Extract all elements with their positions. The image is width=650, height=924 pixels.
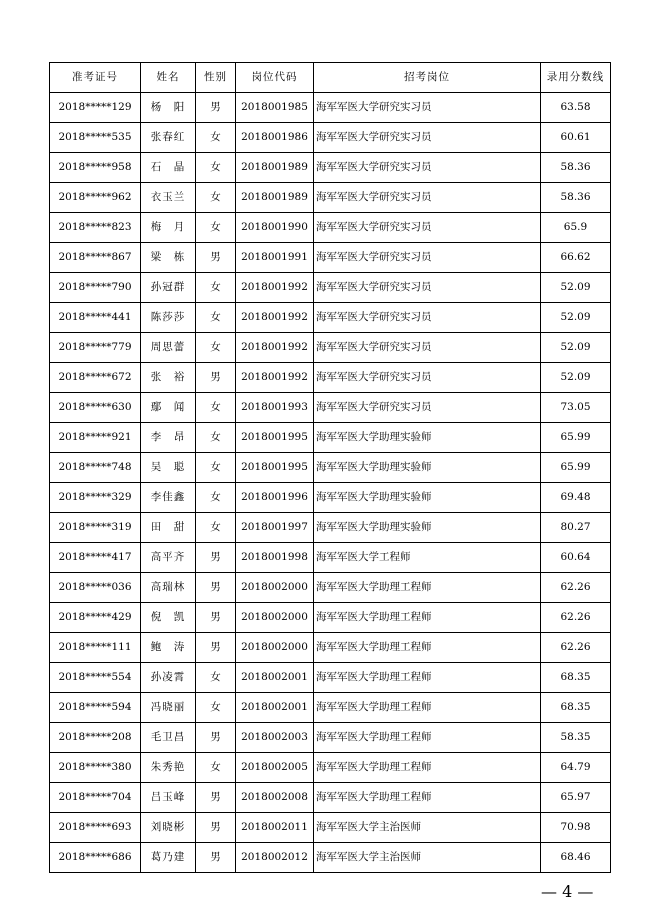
cell-gender: 女 xyxy=(196,153,236,183)
cell-exam-id: 2018*****319 xyxy=(50,513,141,543)
cell-gender: 男 xyxy=(196,783,236,813)
cell-post-code: 2018001992 xyxy=(236,273,314,303)
cell-gender: 男 xyxy=(196,723,236,753)
cell-post-code: 2018001993 xyxy=(236,393,314,423)
cell-exam-id: 2018*****921 xyxy=(50,423,141,453)
cell-score: 64.79 xyxy=(541,753,611,783)
cell-post: 海军军医大学工程师 xyxy=(314,543,541,573)
table-row xyxy=(50,333,611,363)
cell-exam-id: 2018*****554 xyxy=(50,663,141,693)
cell-score: 65.99 xyxy=(541,453,611,483)
cell-gender: 女 xyxy=(196,183,236,213)
header-gender: 性别 xyxy=(196,63,236,93)
cell-name: 石 晶 xyxy=(141,153,196,183)
cell-post: 海军军医大学研究实习员 xyxy=(314,123,541,153)
cell-score: 65.97 xyxy=(541,783,611,813)
cell-post-code: 2018001992 xyxy=(236,363,314,393)
header-name: 姓名 xyxy=(141,63,196,93)
cell-score: 66.62 xyxy=(541,243,611,273)
cell-post-code: 2018001998 xyxy=(236,543,314,573)
cell-post-code: 2018001997 xyxy=(236,513,314,543)
cell-name: 李佳鑫 xyxy=(141,483,196,513)
cell-gender: 男 xyxy=(196,93,236,123)
cell-name: 鄢 闻 xyxy=(141,393,196,423)
cell-post: 海军军医大学助理工程师 xyxy=(314,603,541,633)
cell-post-code: 2018001989 xyxy=(236,183,314,213)
cell-name: 陈莎莎 xyxy=(141,303,196,333)
cell-post-code: 2018002003 xyxy=(236,723,314,753)
table-row xyxy=(50,303,611,333)
cell-exam-id: 2018*****380 xyxy=(50,753,141,783)
table-row xyxy=(50,453,611,483)
cell-name: 张 裕 xyxy=(141,363,196,393)
cell-name: 毛卫昌 xyxy=(141,723,196,753)
cell-name: 冯晓丽 xyxy=(141,693,196,723)
cell-score: 62.26 xyxy=(541,603,611,633)
table-row xyxy=(50,123,611,153)
cell-gender: 女 xyxy=(196,393,236,423)
cell-exam-id: 2018*****441 xyxy=(50,303,141,333)
cell-name: 高瑞林 xyxy=(141,573,196,603)
cell-post: 海军军医大学研究实习员 xyxy=(314,153,541,183)
cell-gender: 男 xyxy=(196,633,236,663)
cell-gender: 男 xyxy=(196,813,236,843)
cell-score: 60.64 xyxy=(541,543,611,573)
cell-gender: 男 xyxy=(196,543,236,573)
cell-score: 62.26 xyxy=(541,573,611,603)
cell-score: 68.35 xyxy=(541,663,611,693)
cell-post: 海军军医大学研究实习员 xyxy=(314,363,541,393)
table-body xyxy=(50,93,611,873)
header-score: 录用分数线 xyxy=(541,63,611,93)
cell-post: 海军军医大学主治医师 xyxy=(314,843,541,873)
cell-score: 58.35 xyxy=(541,723,611,753)
cell-exam-id: 2018*****417 xyxy=(50,543,141,573)
cell-post: 海军军医大学研究实习员 xyxy=(314,393,541,423)
cell-score: 65.9 xyxy=(541,213,611,243)
cell-gender: 女 xyxy=(196,213,236,243)
cell-name: 吕玉峰 xyxy=(141,783,196,813)
cell-post-code: 2018002011 xyxy=(236,813,314,843)
cell-score: 68.35 xyxy=(541,693,611,723)
cell-exam-id: 2018*****036 xyxy=(50,573,141,603)
cell-gender: 女 xyxy=(196,123,236,153)
table-row xyxy=(50,633,611,663)
cell-exam-id: 2018*****672 xyxy=(50,363,141,393)
header-post: 招考岗位 xyxy=(314,63,541,93)
cell-post-code: 2018002005 xyxy=(236,753,314,783)
cell-post-code: 2018001992 xyxy=(236,333,314,363)
table-row xyxy=(50,573,611,603)
table-row xyxy=(50,783,611,813)
cell-name: 周思蕾 xyxy=(141,333,196,363)
cell-score: 68.46 xyxy=(541,843,611,873)
cell-gender: 男 xyxy=(196,603,236,633)
table-row xyxy=(50,93,611,123)
cell-name: 倪 凯 xyxy=(141,603,196,633)
cell-score: 62.26 xyxy=(541,633,611,663)
cell-post: 海军军医大学助理工程师 xyxy=(314,723,541,753)
cell-post-code: 2018002012 xyxy=(236,843,314,873)
cell-post: 海军军医大学助理实验师 xyxy=(314,423,541,453)
cell-score: 63.58 xyxy=(541,93,611,123)
table-row xyxy=(50,603,611,633)
cell-post-code: 2018001995 xyxy=(236,453,314,483)
cell-post: 海军军医大学研究实习员 xyxy=(314,273,541,303)
cell-name: 梁 栋 xyxy=(141,243,196,273)
cell-name: 朱秀艳 xyxy=(141,753,196,783)
cell-post-code: 2018002001 xyxy=(236,663,314,693)
table-row xyxy=(50,273,611,303)
cell-score: 58.36 xyxy=(541,153,611,183)
cell-exam-id: 2018*****790 xyxy=(50,273,141,303)
cell-score: 73.05 xyxy=(541,393,611,423)
header-post-code: 岗位代码 xyxy=(236,63,314,93)
table-row xyxy=(50,243,611,273)
cell-post-code: 2018001989 xyxy=(236,153,314,183)
cell-post: 海军军医大学研究实习员 xyxy=(314,333,541,363)
cell-name: 刘晓彬 xyxy=(141,813,196,843)
cell-post: 海军军医大学研究实习员 xyxy=(314,303,541,333)
cell-gender: 男 xyxy=(196,363,236,393)
table-row xyxy=(50,513,611,543)
cell-name: 孙冠群 xyxy=(141,273,196,303)
cell-exam-id: 2018*****779 xyxy=(50,333,141,363)
table-row xyxy=(50,423,611,453)
cell-score: 52.09 xyxy=(541,363,611,393)
cell-exam-id: 2018*****329 xyxy=(50,483,141,513)
cell-gender: 女 xyxy=(196,273,236,303)
cell-post-code: 2018002008 xyxy=(236,783,314,813)
cell-post: 海军军医大学助理工程师 xyxy=(314,783,541,813)
table-header-row xyxy=(50,63,611,93)
cell-exam-id: 2018*****208 xyxy=(50,723,141,753)
cell-name: 葛乃建 xyxy=(141,843,196,873)
cell-gender: 男 xyxy=(196,243,236,273)
cell-exam-id: 2018*****630 xyxy=(50,393,141,423)
cell-post-code: 2018001992 xyxy=(236,303,314,333)
cell-score: 60.61 xyxy=(541,123,611,153)
cell-score: 58.36 xyxy=(541,183,611,213)
cell-post: 海军军医大学主治医师 xyxy=(314,813,541,843)
cell-exam-id: 2018*****867 xyxy=(50,243,141,273)
cell-post: 海军军医大学助理工程师 xyxy=(314,633,541,663)
cell-score: 65.99 xyxy=(541,423,611,453)
table-row xyxy=(50,543,611,573)
cell-score: 52.09 xyxy=(541,333,611,363)
cell-post: 海军军医大学助理实验师 xyxy=(314,513,541,543)
cell-post-code: 2018002001 xyxy=(236,693,314,723)
cell-post: 海军军医大学研究实习员 xyxy=(314,213,541,243)
cell-name: 李 昂 xyxy=(141,423,196,453)
cell-score: 80.27 xyxy=(541,513,611,543)
cell-exam-id: 2018*****693 xyxy=(50,813,141,843)
cell-name: 衣玉兰 xyxy=(141,183,196,213)
cell-name: 高平齐 xyxy=(141,543,196,573)
cell-gender: 女 xyxy=(196,453,236,483)
table-row xyxy=(50,393,611,423)
cell-post: 海军军医大学助理工程师 xyxy=(314,573,541,603)
cell-exam-id: 2018*****962 xyxy=(50,183,141,213)
table-row xyxy=(50,363,611,393)
cell-gender: 男 xyxy=(196,843,236,873)
cell-gender: 女 xyxy=(196,663,236,693)
cell-exam-id: 2018*****686 xyxy=(50,843,141,873)
cell-name: 鲍 涛 xyxy=(141,633,196,663)
cell-exam-id: 2018*****823 xyxy=(50,213,141,243)
table-row xyxy=(50,843,611,873)
cell-post-code: 2018001996 xyxy=(236,483,314,513)
cell-name: 孙凌霄 xyxy=(141,663,196,693)
table-row xyxy=(50,483,611,513)
table-row xyxy=(50,723,611,753)
cell-post: 海军军医大学助理实验师 xyxy=(314,453,541,483)
cell-post: 海军军医大学助理工程师 xyxy=(314,753,541,783)
cell-score: 69.48 xyxy=(541,483,611,513)
cell-gender: 女 xyxy=(196,513,236,543)
header-exam-id: 准考证号 xyxy=(50,63,141,93)
cell-exam-id: 2018*****704 xyxy=(50,783,141,813)
cell-name: 张春红 xyxy=(141,123,196,153)
cell-post-code: 2018002000 xyxy=(236,633,314,663)
table-row xyxy=(50,213,611,243)
cell-gender: 女 xyxy=(196,423,236,453)
page-number: — 4 — xyxy=(541,882,594,901)
cell-post: 海军军医大学研究实习员 xyxy=(314,243,541,273)
cell-post: 海军军医大学研究实习员 xyxy=(314,183,541,213)
cell-name: 吴 聪 xyxy=(141,453,196,483)
cell-post-code: 2018002000 xyxy=(236,603,314,633)
cell-gender: 女 xyxy=(196,753,236,783)
table-row xyxy=(50,753,611,783)
cell-exam-id: 2018*****429 xyxy=(50,603,141,633)
cell-post-code: 2018002000 xyxy=(236,573,314,603)
cell-gender: 女 xyxy=(196,303,236,333)
table-row xyxy=(50,693,611,723)
cell-exam-id: 2018*****594 xyxy=(50,693,141,723)
table-row xyxy=(50,153,611,183)
cell-gender: 女 xyxy=(196,483,236,513)
table-row xyxy=(50,813,611,843)
cell-gender: 女 xyxy=(196,333,236,363)
cell-score: 52.09 xyxy=(541,273,611,303)
cell-exam-id: 2018*****111 xyxy=(50,633,141,663)
cell-gender: 男 xyxy=(196,573,236,603)
cell-score: 70.98 xyxy=(541,813,611,843)
cell-score: 52.09 xyxy=(541,303,611,333)
cell-exam-id: 2018*****535 xyxy=(50,123,141,153)
cell-post-code: 2018001990 xyxy=(236,213,314,243)
table-row xyxy=(50,663,611,693)
cell-post-code: 2018001985 xyxy=(236,93,314,123)
admission-score-table xyxy=(49,62,611,873)
cell-post-code: 2018001986 xyxy=(236,123,314,153)
cell-post-code: 2018001995 xyxy=(236,423,314,453)
cell-exam-id: 2018*****958 xyxy=(50,153,141,183)
cell-post: 海军军医大学研究实习员 xyxy=(314,93,541,123)
cell-post: 海军军医大学助理实验师 xyxy=(314,483,541,513)
cell-post: 海军军医大学助理工程师 xyxy=(314,663,541,693)
cell-exam-id: 2018*****129 xyxy=(50,93,141,123)
cell-post: 海军军医大学助理工程师 xyxy=(314,693,541,723)
cell-gender: 女 xyxy=(196,693,236,723)
cell-post-code: 2018001991 xyxy=(236,243,314,273)
cell-name: 梅 月 xyxy=(141,213,196,243)
cell-name: 田 甜 xyxy=(141,513,196,543)
cell-exam-id: 2018*****748 xyxy=(50,453,141,483)
cell-name: 杨 阳 xyxy=(141,93,196,123)
table-row xyxy=(50,183,611,213)
